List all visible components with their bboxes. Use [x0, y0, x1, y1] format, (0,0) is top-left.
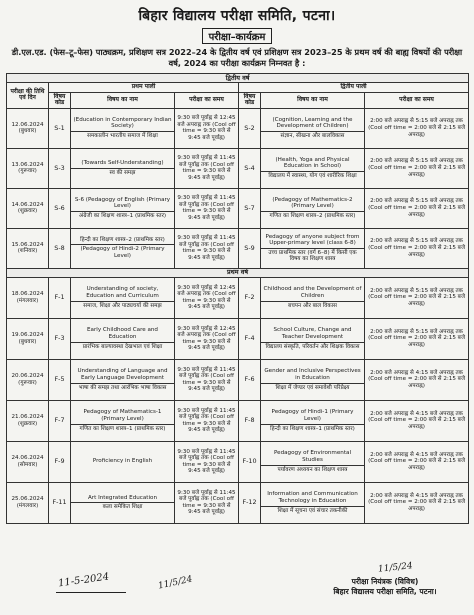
- divider: [71, 168, 174, 169]
- subject-name-en: (Education in Contemporary Indian Society): [73, 116, 172, 130]
- subject-name-cell: [71, 108, 175, 148]
- subject-code: F-2: [239, 277, 261, 318]
- subject-name-en: Proficiency in English: [92, 458, 153, 465]
- exam-time: 9:30 बजे पूर्वाह्न से 12:45 बजे अपराह्न तक (Cool off time = 9:30 बजे से 9:45 बजे पूर्वाह्न): [175, 277, 239, 318]
- subject-name-hi: (Pedagogy of Hindi-2 (Primary Level): [80, 246, 165, 260]
- section-bar-first-year: [7, 268, 469, 277]
- subject-code: S-2: [239, 108, 261, 148]
- exam-schedule-table: [6, 73, 469, 524]
- subject-name-en: Early Childhood Care and Education: [87, 327, 158, 340]
- footer-designation: परीक्षा नियंत्रक (विविध): [351, 577, 419, 586]
- table-row: [7, 359, 469, 400]
- subject-name-cell: [261, 482, 365, 523]
- signature-line-1: [56, 592, 126, 593]
- subject-name-cell: [71, 400, 175, 441]
- subject-code: F-9: [49, 441, 71, 482]
- subject-name-cell: [71, 441, 175, 482]
- exam-day: (बुधवार): [18, 338, 37, 345]
- exam-day: (बुधवार): [18, 128, 37, 135]
- divider: [71, 383, 174, 384]
- exam-time: 9:30 बजे पूर्वाह्न से 11:45 बजे पूर्वाह्न तक (Cool off time = 9:30 बजे से 9:45 बजे पूर्वाह्न): [175, 441, 239, 482]
- subject-code: F-1: [49, 277, 71, 318]
- subject-name-en: (Cognition, Learning and the Development of Children): [272, 116, 353, 130]
- date-cell: [7, 482, 49, 523]
- subject-code: F-4: [239, 318, 261, 359]
- exam-time: 2:00 बजे अपराह्न से 5:15 बजे अपराह्न तक (Cool off time = 2:00 बजे से 2:15 बजे अपराह्न): [365, 108, 469, 148]
- exam-time: 9:30 बजे पूर्वाह्न से 12:45 बजे अपराह्न तक (Cool off time = 9:30 बजे से 9:45 बजे पूर्वाह्न): [175, 318, 239, 359]
- divider: [261, 465, 364, 466]
- subject-name-en: Pedagogy of Environmental Studies: [273, 450, 352, 463]
- subject-code: F-7: [49, 400, 71, 441]
- divider: [71, 211, 174, 212]
- exam-time: 2:00 बजे अपराह्न से 5:15 बजे अपराह्न तक (Cool off time = 2:00 बजे से 2:15 बजे अपराह्न): [365, 318, 469, 359]
- col-header-second-shift: द्वितीय पाली: [239, 83, 469, 93]
- signature-1: [57, 571, 109, 589]
- footer-org: बिहार विद्यालय परीक्षा समिति, पटना।: [333, 587, 437, 596]
- table-row: [7, 318, 469, 359]
- subject-name-en: Pedagogy of anyone subject from Upper-primary level (class 6-8): [265, 233, 360, 247]
- subject-name-hi: समाज, शिक्षा और पाठ्यचर्या की समझ: [83, 302, 162, 309]
- table-row: [7, 482, 469, 523]
- subject-name-hi: विद्यालय संस्कृति, परिवर्तन और शिक्षक विकास: [265, 343, 360, 350]
- table-row: [7, 108, 469, 148]
- subject-code: F-8: [239, 400, 261, 441]
- subject-name-en: Pedagogy of Hindi-1 (Primary Level): [271, 409, 354, 422]
- divider: [261, 301, 364, 302]
- table-row: [7, 400, 469, 441]
- subject-name-cell: [261, 318, 365, 359]
- subject-name-hi: विद्यालय में स्वास्थ्य, योग एवं शारीरिक शिक्षा: [268, 173, 357, 180]
- subject-name-en: (Pedagogy of Mathematics-2 (Primary Level): [272, 196, 353, 210]
- subject-name-cell: [261, 108, 365, 148]
- page-title: बिहार विद्यालय परीक्षा समिति, पटना।: [138, 8, 336, 24]
- exam-day: (सोमवार): [17, 461, 38, 468]
- exam-date: 21.06.2024: [11, 414, 44, 421]
- col-header-time: परीक्षा का समय: [175, 92, 239, 108]
- col-header-date: परीक्षा की तिथि एवं दिन: [7, 83, 49, 109]
- exam-time: 2:00 बजे अपराह्न से 4:15 बजे अपराह्न तक (Cool off time = 2:00 बजे से 2:15 बजे अपराह्न): [365, 359, 469, 400]
- exam-date: 15.06.2024: [11, 241, 44, 248]
- divider: [261, 506, 364, 507]
- col-header-subject: विषय का नाम: [261, 92, 365, 108]
- subject-code: F-12: [239, 482, 261, 523]
- subject-name-en: Understanding of society, Education and Curriculum: [86, 286, 159, 299]
- exam-time: 2:00 बजे अपराह्न से 5:15 बजे अपराह्न तक (Cool off time = 2:00 बजे से 2:15 बजे अपराह्न): [365, 188, 469, 228]
- page-description: डी.एल.एड. (फेस–टू–फेस) पाठ्यक्रम, प्रशिक्षण सत्र 2022–24 के द्वितीय वर्ष एवं प्रशिक्षण सत्र 2023–25 के प्रथम वर्ष की बाह्य विषयों की परीक्षा वर्ष, 2024 का परीक्षा कार्यक्रम निम्नवत है :: [11, 47, 463, 68]
- divider: [261, 211, 364, 212]
- date-cell: [7, 400, 49, 441]
- divider: [261, 342, 364, 343]
- exam-date: 25.06.2024: [11, 496, 44, 503]
- subject-name-cell: [261, 441, 365, 482]
- subject-code: S-3: [49, 148, 71, 188]
- exam-time: 2:00 बजे अपराह्न से 4:15 बजे अपराह्न तक (Cool off time = 2:00 बजे से 2:15 बजे अपराह्न): [365, 482, 469, 523]
- exam-time: 9:30 बजे पूर्वाह्न से 11:45 बजे पूर्वाह्न तक (Cool off time = 9:30 बजे से 9:45 बजे पूर्वाह्न): [175, 188, 239, 228]
- subject-name-hi: प्रारंभिक बाल्यावस्था देखभाल एवं शिक्षा: [82, 343, 163, 350]
- section-label: प्रथम वर्ष: [7, 268, 469, 277]
- subject-name-hi: उच्च प्राथमिक स्तर (वर्ग 6–8) में किसी एक विषय का शिक्षण शास्त्र: [268, 249, 357, 263]
- divider: [71, 131, 174, 132]
- subject-name-cell: [71, 482, 175, 523]
- exam-day: (मंगलवार): [16, 502, 39, 509]
- col-header-code: विषय कोड: [239, 92, 261, 108]
- exam-time: 9:30 बजे पूर्वाह्न से 11:45 बजे पूर्वाह्न तक (Cool off time = 9:30 बजे से 9:45 बजे पूर्वाह्न): [175, 482, 239, 523]
- subject-name-cell: [71, 277, 175, 318]
- subject-name-hi: स्व की समझ: [109, 169, 136, 176]
- exam-time: 2:00 बजे अपराह्न से 4:15 बजे अपराह्न तक (Cool off time = 2:00 बजे से 2:15 बजे अपराह्न): [365, 400, 469, 441]
- subject-name-en: School Culture, Change and Teacher Development: [273, 327, 352, 340]
- subject-name-cell: [261, 188, 365, 228]
- col-header-first-shift: प्रथम पाली: [49, 83, 239, 93]
- date-cell: [7, 228, 49, 268]
- divider: [71, 342, 174, 343]
- subject-name-hi: गणित का शिक्षण शास्त्र–1 (प्राथमिक स्तर): [79, 425, 166, 432]
- subject-name-en: S-6 (Pedagogy of English (Primary Level): [74, 196, 171, 210]
- subject-name-en: Childhood and the Development of Children: [263, 286, 362, 299]
- exam-time: 9:30 बजे पूर्वाह्न से 11:45 बजे पूर्वाह्न तक (Cool off time = 9:30 बजे से 9:45 बजे पूर्वाह्न): [175, 359, 239, 400]
- exam-time: 2:00 बजे अपराह्न से 5:15 बजे अपराह्न तक (Cool off time = 2:00 बजे से 2:15 बजे अपराह्न): [365, 148, 469, 188]
- subject-name-hi: पर्यावरण अध्ययन का शिक्षण शास्त्र: [277, 466, 348, 473]
- subject-name-en: (Health, Yoga and Physical Education in School): [275, 156, 350, 170]
- table-header-row: [7, 83, 469, 93]
- date-cell: [7, 188, 49, 228]
- date-cell: [7, 277, 49, 318]
- table-subheader-row: [7, 92, 469, 108]
- footer: [300, 577, 470, 597]
- table-row: [7, 148, 469, 188]
- signature-2-date: 11/5/24: [157, 574, 194, 592]
- subject-name-en: Pedagogy of Mathematics-1 (Primary Level): [83, 409, 162, 422]
- table-row: [7, 228, 469, 268]
- subject-code: S-6: [49, 188, 71, 228]
- exam-time: 9:30 बजे पूर्वाह्न से 11:45 बजे पूर्वाह्न तक (Cool off time = 9:30 बजे से 9:45 बजे पूर्वाह्न): [175, 148, 239, 188]
- signature-3: [378, 561, 414, 575]
- subject-name-cell: [261, 228, 365, 268]
- exam-day: (शुक्रवार): [17, 208, 38, 215]
- exam-date: 19.06.2024: [11, 332, 44, 339]
- subject-name-cell: [71, 318, 175, 359]
- subject-name-cell: [71, 359, 175, 400]
- subject-code: S-7: [239, 188, 261, 228]
- date-cell: [7, 441, 49, 482]
- subject-code: F-6: [239, 359, 261, 400]
- subject-name-hi: बचपन और बाल विकास: [288, 302, 337, 309]
- subject-name-en: Information and Communication Technology in Education: [267, 491, 358, 504]
- exam-time: 9:30 बजे पूर्वाह्न से 12:45 बजे अपराह्न तक (Cool off time = 9:30 बजे से 9:45 बजे पूर्वाह्न): [175, 108, 239, 148]
- col-header-subject: विषय का नाम: [71, 92, 175, 108]
- exam-day: (गुरूवार): [18, 168, 37, 175]
- exam-day: (शनिवार): [17, 248, 38, 255]
- subject-name-cell: [71, 148, 175, 188]
- exam-time: 2:00 बजे अपराह्न से 4:15 बजे अपराह्न तक (Cool off time = 2:00 बजे से 2:15 बजे अपराह्न): [365, 441, 469, 482]
- subject-code: S-9: [239, 228, 261, 268]
- subject-name-cell: [261, 277, 365, 318]
- exam-date: 14.06.2024: [11, 201, 44, 208]
- table-row: [7, 277, 469, 318]
- exam-date: 20.06.2024: [11, 373, 44, 380]
- subject-name-hi: गणित का शिक्षण शास्त्र–2 (प्राथमिक स्तर): [269, 213, 356, 220]
- subject-code: S-4: [239, 148, 261, 188]
- subject-code: S-1: [49, 108, 71, 148]
- subject-name-en: Art Integrated Education: [87, 494, 158, 501]
- exam-time: 9:30 बजे पूर्वाह्न से 11:45 बजे पूर्वाह्न तक (Cool off time = 9:30 बजे से 9:45 बजे पूर्वाह्न): [175, 400, 239, 441]
- subject-name-hi: संज्ञान, सीखना और बालविकास: [280, 133, 345, 140]
- subject-name-en: (Towards Self-Understanding): [81, 160, 164, 167]
- signature-1-date: 11-5-2024: [57, 571, 110, 590]
- date-cell: [7, 318, 49, 359]
- exam-time: 9:30 बजे पूर्वाह्न से 11:45 बजे पूर्वाह्न तक (Cool off time = 9:30 बजे से 9:45 बजे पूर्वाह्न): [175, 228, 239, 268]
- signature-3-date: 11/5/24: [377, 561, 414, 575]
- date-cell: [7, 359, 49, 400]
- table-row: [7, 441, 469, 482]
- divider: [261, 171, 364, 172]
- subject-name-hi: भाषा की समझ तथा आरंभिक भाषा विकास: [78, 384, 167, 391]
- subject-name-en: Understanding of Language and Early Language Development: [77, 368, 168, 381]
- section-label: द्वितीय वर्ष: [7, 74, 469, 83]
- subject-name-cell: [71, 228, 175, 268]
- exam-time: 2:00 बजे अपराह्न से 5:15 बजे अपराह्न तक (Cool off time = 2:00 बजे से 2:15 बजे अपराह्न): [365, 228, 469, 268]
- subject-code: F-3: [49, 318, 71, 359]
- subject-name-hi: कला समेकित शिक्षा: [102, 504, 143, 511]
- col-header-code: विषय कोड: [49, 92, 71, 108]
- col-header-time: परीक्षा का समय: [365, 92, 469, 108]
- subject-name-hi: हिन्दी का शिक्षण शास्त्र–1 (प्राथमिक स्तर): [270, 425, 355, 432]
- date-cell: [7, 108, 49, 148]
- exam-time: 2:00 बजे अपराह्न से 5:15 बजे अपराह्न तक (Cool off time = 2:00 बजे से 2:15 बजे अपराह्न): [365, 277, 469, 318]
- date-cell: [7, 148, 49, 188]
- subject-name-hi: समकालीन भारतीय समाज में शिक्षा: [87, 133, 158, 140]
- header: [0, 6, 474, 69]
- subject-name-en: हिन्दी का शिक्षण शास्त्र–2 (प्राथमिक स्तर): [80, 236, 165, 243]
- divider: [261, 131, 364, 132]
- signature-2: [157, 575, 193, 592]
- subject-code: F-10: [239, 441, 261, 482]
- subject-name-en: Gender and Inclusive Perspectives in Education: [264, 368, 361, 381]
- divider: [261, 383, 364, 384]
- subject-code: F-11: [49, 482, 71, 523]
- subject-name-hi: शिक्षा में सूचना एवं संचार तकनीकी: [277, 507, 348, 514]
- exam-date: 13.06.2024: [11, 161, 44, 168]
- divider: [261, 248, 364, 249]
- divider: [71, 244, 174, 245]
- subject-name-cell: [71, 188, 175, 228]
- table-row: [7, 188, 469, 228]
- page-subtitle: परीक्षा–कार्यक्रम: [202, 28, 273, 44]
- section-bar-second-year: [7, 74, 469, 83]
- exam-date: 12.06.2024: [11, 121, 44, 128]
- subject-code: S-8: [49, 228, 71, 268]
- subject-code: F-5: [49, 359, 71, 400]
- divider: [261, 424, 364, 425]
- subject-name-cell: [261, 359, 365, 400]
- exam-day: (मंगलवार): [16, 297, 39, 304]
- exam-date: 24.06.2024: [11, 455, 44, 462]
- exam-day: (शुक्रवार): [17, 420, 38, 427]
- divider: [71, 424, 174, 425]
- subject-name-cell: [261, 148, 365, 188]
- subject-name-hi: शिक्षा में जेण्डर एवं समावेशी परिप्रेक्ष्य: [275, 384, 350, 391]
- subject-name-hi: अंग्रेजी का शिक्षण शास्त्र–1 (प्राथमिक स्तर): [78, 213, 167, 220]
- exam-date: 18.06.2024: [11, 291, 44, 298]
- subject-name-cell: [261, 400, 365, 441]
- divider: [71, 301, 174, 302]
- exam-day: (गुरूवार): [18, 379, 37, 386]
